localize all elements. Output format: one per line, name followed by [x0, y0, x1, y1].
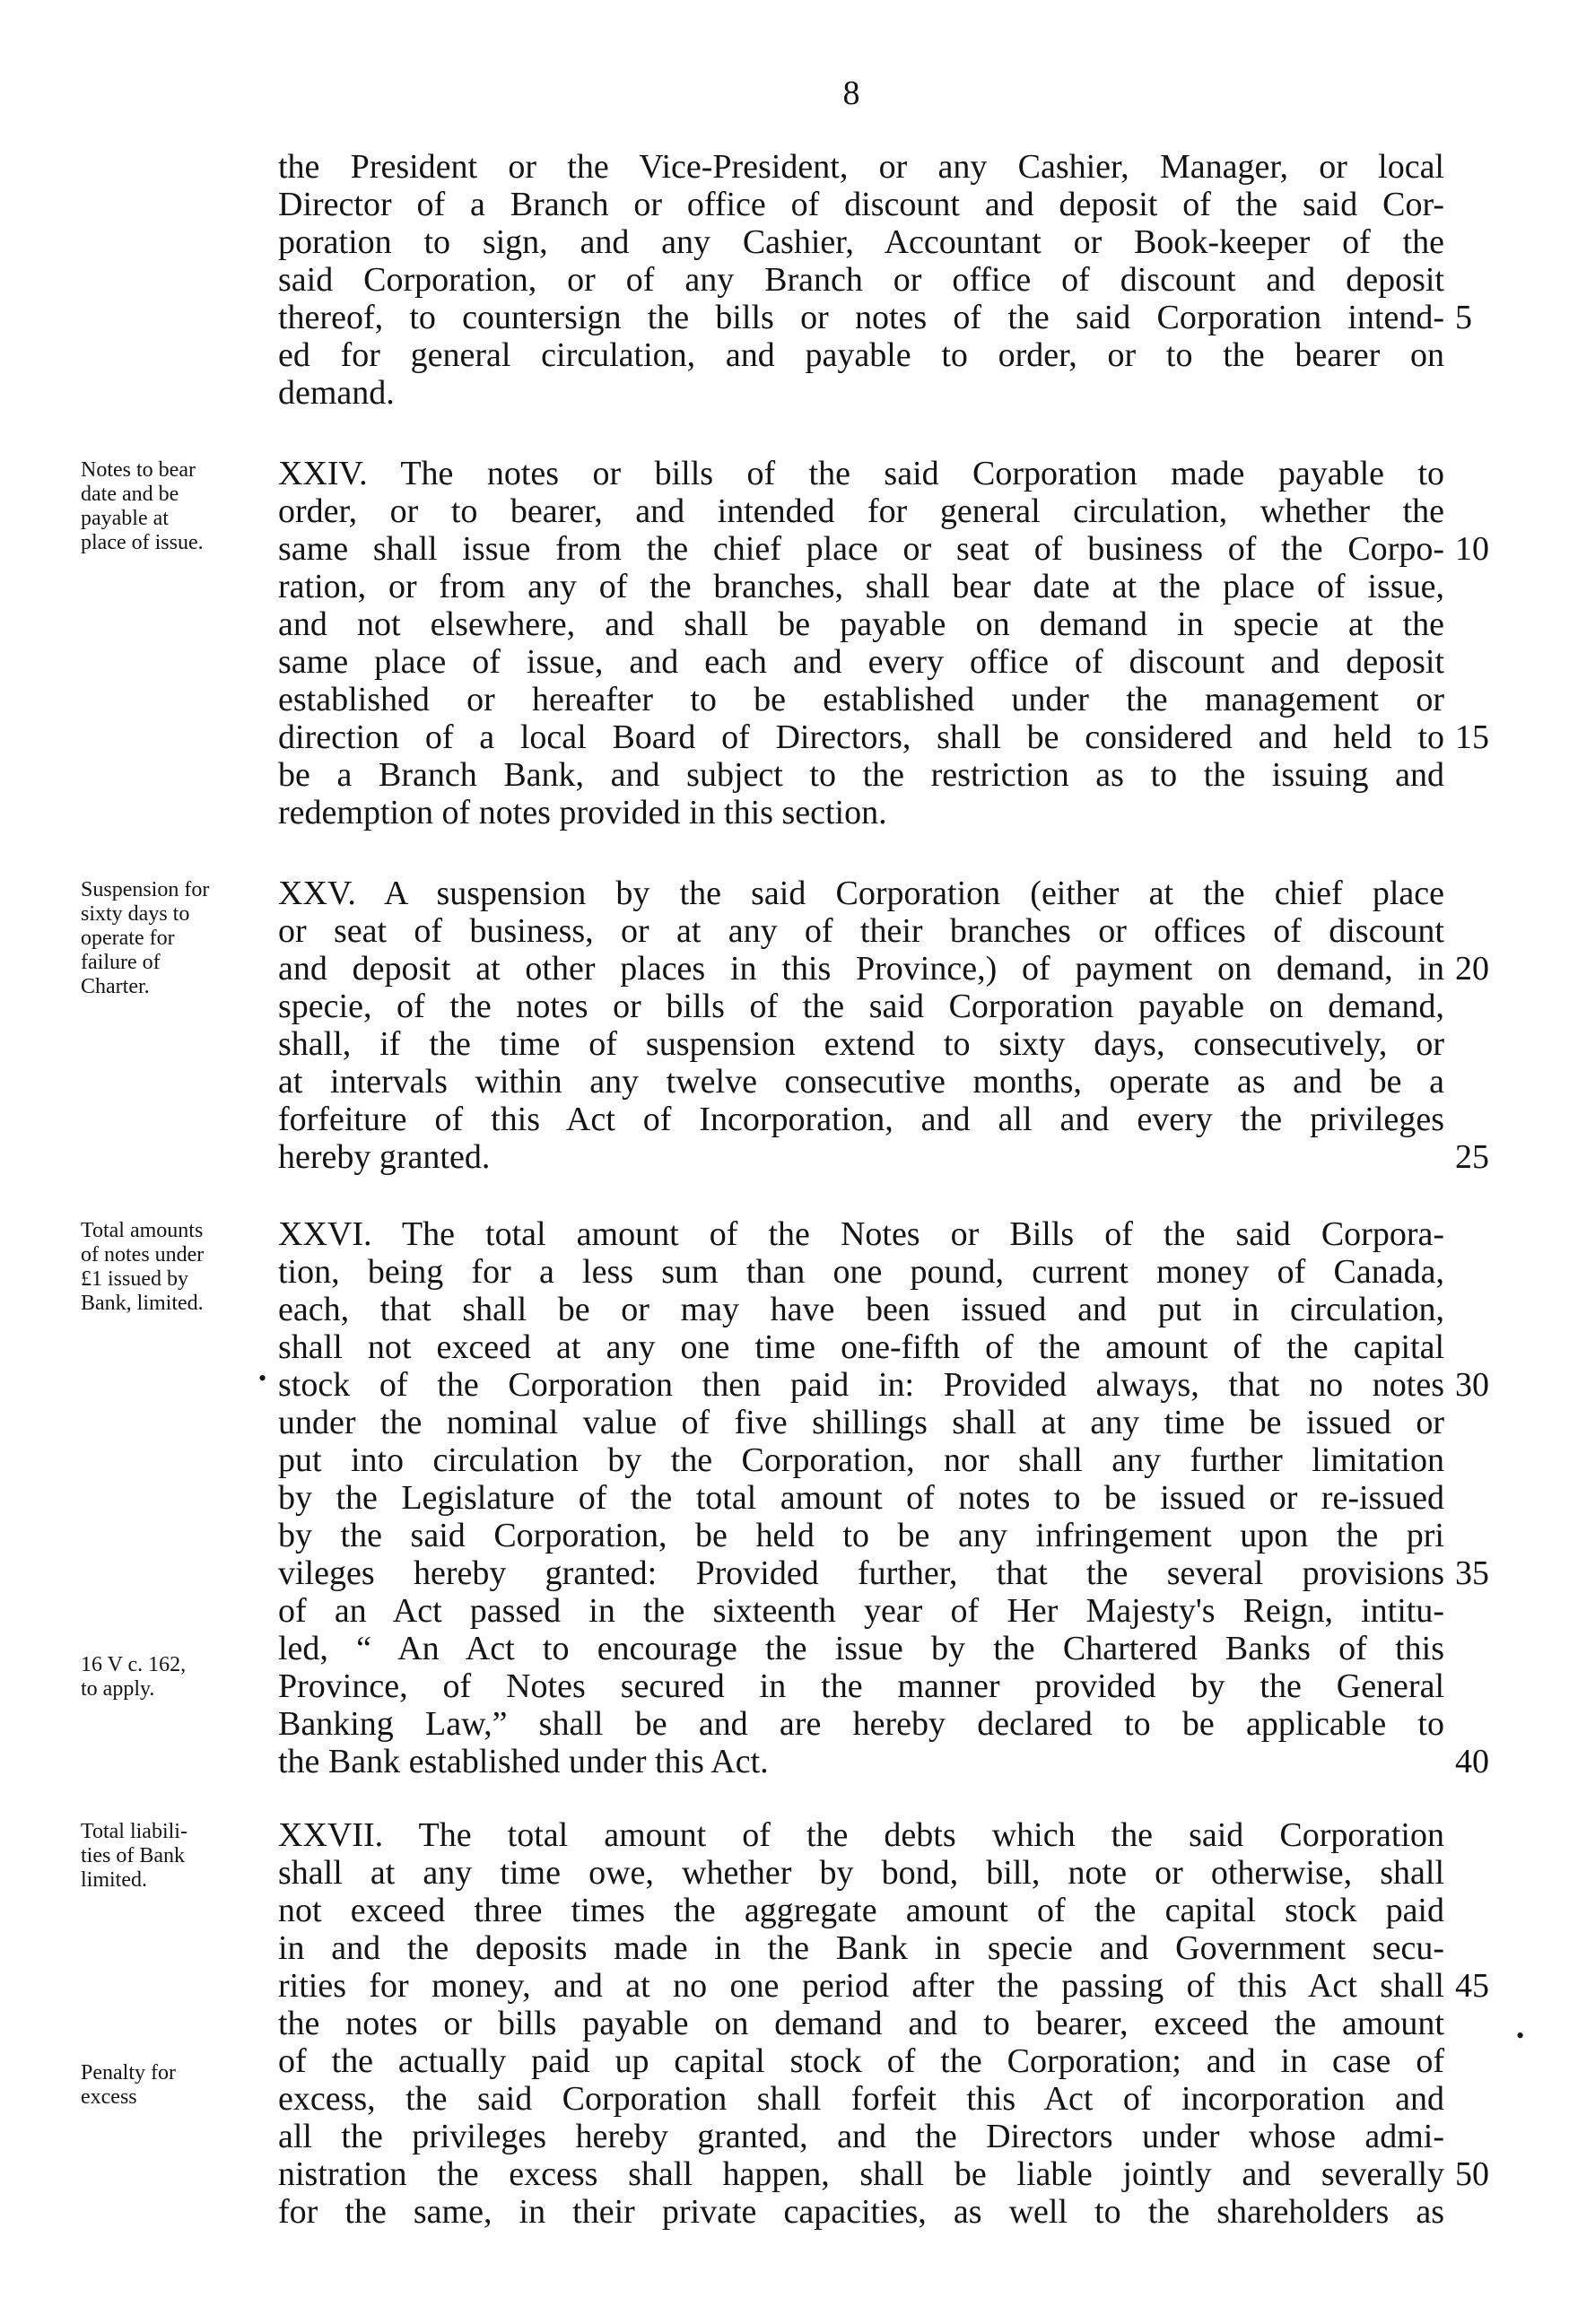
- text-line: the Bank established under this Act.: [278, 1743, 769, 1780]
- text-line: by the Legislature of the total amount of notes to be issued or re-issued: [278, 1479, 1444, 1517]
- text-line: shall not exceed at any one time one-fifth of the amount of the capital: [278, 1328, 1444, 1366]
- margin-note-act-ref: 16 V c. 162, to apply.: [81, 1653, 187, 1701]
- text-line: order, or to bearer, and intended for general circulation, whether the: [278, 492, 1444, 530]
- text-line: demand.: [278, 374, 395, 412]
- text-line: of the actually paid up capital stock of the Corporation; and in case of: [278, 2042, 1444, 2080]
- line-number: 45: [1455, 1967, 1489, 2005]
- text-line: and not elsewhere, and shall be payable on demand in specie at the: [278, 605, 1444, 643]
- text-line: put into circulation by the Corporation, nor shall any further limitation: [278, 1441, 1444, 1479]
- text-line: redemption of notes provided in this section.: [278, 794, 887, 831]
- text-line: excess, the said Corporation shall forfeit this Act of incorporation and: [278, 2080, 1444, 2118]
- line-number: 20: [1455, 950, 1489, 988]
- text-line: each, that shall be or may have been issued and put in circulation,: [278, 1291, 1444, 1328]
- text-line: by the said Corporation, be held to be any infringement upon the pri: [278, 1517, 1444, 1554]
- margin-note-xxv: Suspension for sixty days to operate for failure of Charter.: [81, 878, 210, 998]
- line-number: 50: [1455, 2155, 1489, 2193]
- line-number: 5: [1455, 299, 1472, 336]
- text-line: of an Act passed in the sixteenth year of Her Majesty's Reign, intitu-: [278, 1592, 1444, 1630]
- text-line: shall, if the time of suspension extend to sixty days, consecutively, or: [278, 1025, 1444, 1063]
- bullet-mark: •: [258, 1365, 267, 1391]
- text-line: specie, of the notes or bills of the said Corporation payable on demand,: [278, 988, 1444, 1025]
- text-line: direction of a local Board of Directors, shall be considered and held to: [278, 718, 1444, 756]
- text-line: ed for general circulation, and payable to order, or to the bearer on: [278, 336, 1444, 374]
- line-number: 30: [1455, 1366, 1489, 1404]
- text-line: same shall issue from the chief place or seat of business of the Corpo-: [278, 530, 1444, 568]
- text-line: led, “ An Act to encourage the issue by the Chartered Banks of this: [278, 1630, 1444, 1667]
- margin-note-xxiv: Notes to bear date and be payable at place of issue.: [81, 458, 204, 554]
- text-line: Banking Law,” shall be and are hereby declared to be applicable to: [278, 1705, 1444, 1743]
- text-line: under the nominal value of five shillings shall at any time be issued or: [278, 1404, 1444, 1441]
- bullet-mark: •: [1516, 2023, 1525, 2049]
- text-line: Province, of Notes secured in the manner provided by the General: [278, 1667, 1444, 1705]
- text-line: the notes or bills payable on demand and to bearer, exceed the amount: [278, 2005, 1444, 2042]
- text-line: in and the deposits made in the Bank in specie and Government secu-: [278, 1929, 1444, 1967]
- text-line: XXIV. The notes or bills of the said Corporation made payable to: [278, 455, 1444, 492]
- text-line: XXVI. The total amount of the Notes or Bills of the said Corpora-: [278, 1215, 1444, 1253]
- text-line: and deposit at other places in this Province,) of payment on demand, in: [278, 950, 1444, 988]
- text-line: ration, or from any of the branches, shall bear date at the place of issue,: [278, 568, 1444, 605]
- margin-note-xxvi: Total amounts of notes under £1 issued by Bank, limited.: [81, 1219, 205, 1315]
- margin-note-xxvii: Total liabili- ties of Bank limited.: [81, 1820, 187, 1892]
- text-line: forfeiture of this Act of Incorporation, and all and every the privileges: [278, 1101, 1444, 1138]
- text-line: all the privileges hereby granted, and the Directors under whose admi-: [278, 2118, 1444, 2155]
- text-line: said Corporation, or of any Branch or office of discount and deposit: [278, 261, 1444, 299]
- line-number: 15: [1455, 718, 1489, 756]
- text-line: tion, being for a less sum than one pound, current money of Canada,: [278, 1253, 1444, 1291]
- text-line: at intervals within any twelve consecutive months, operate as and be a: [278, 1063, 1444, 1101]
- text-line: vileges hereby granted: Provided further, that the several provisions: [278, 1554, 1444, 1592]
- text-line: Director of a Branch or office of discount and deposit of the said Cor-: [278, 186, 1444, 223]
- text-line: hereby granted.: [278, 1138, 491, 1176]
- text-line: for the same, in their private capacities, as well to the shareholders as: [278, 2193, 1444, 2231]
- text-line: the President or the Vice-President, or any Cashier, Manager, or local: [278, 148, 1444, 186]
- text-line: stock of the Corporation then paid in: Provided always, that no notes: [278, 1366, 1444, 1404]
- text-line: XXVII. The total amount of the debts which the said Corporation: [278, 1816, 1444, 1854]
- line-number: 35: [1455, 1554, 1489, 1592]
- text-line: established or hereafter to be established under the management or: [278, 681, 1444, 718]
- line-number: 25: [1455, 1138, 1489, 1176]
- text-line: not exceed three times the aggregate amount of the capital stock paid: [278, 1892, 1444, 1929]
- line-number: 10: [1455, 530, 1489, 568]
- text-line: nistration the excess shall happen, shall be liable jointly and severally: [278, 2155, 1444, 2193]
- text-line: poration to sign, and any Cashier, Accountant or Book-keeper of the: [278, 223, 1444, 261]
- text-line: rities for money, and at no one period after the passing of this Act shall: [278, 1967, 1444, 2005]
- line-number: 40: [1455, 1743, 1489, 1780]
- text-line: same place of issue, and each and every office of discount and deposit: [278, 643, 1444, 681]
- text-line: XXV. A suspension by the said Corporation (either at the chief place: [278, 875, 1444, 912]
- text-line: or seat of business, or at any of their branches or offices of discount: [278, 912, 1444, 950]
- text-line: be a Branch Bank, and subject to the restriction as to the issuing and: [278, 756, 1444, 794]
- text-line: thereof, to countersign the bills or notes of the said Corporation intend-: [278, 299, 1444, 336]
- text-line: shall at any time owe, whether by bond, bill, note or otherwise, shall: [278, 1854, 1444, 1892]
- page-number: 8: [842, 74, 860, 112]
- margin-note-penalty: Penalty for excess: [81, 2061, 176, 2109]
